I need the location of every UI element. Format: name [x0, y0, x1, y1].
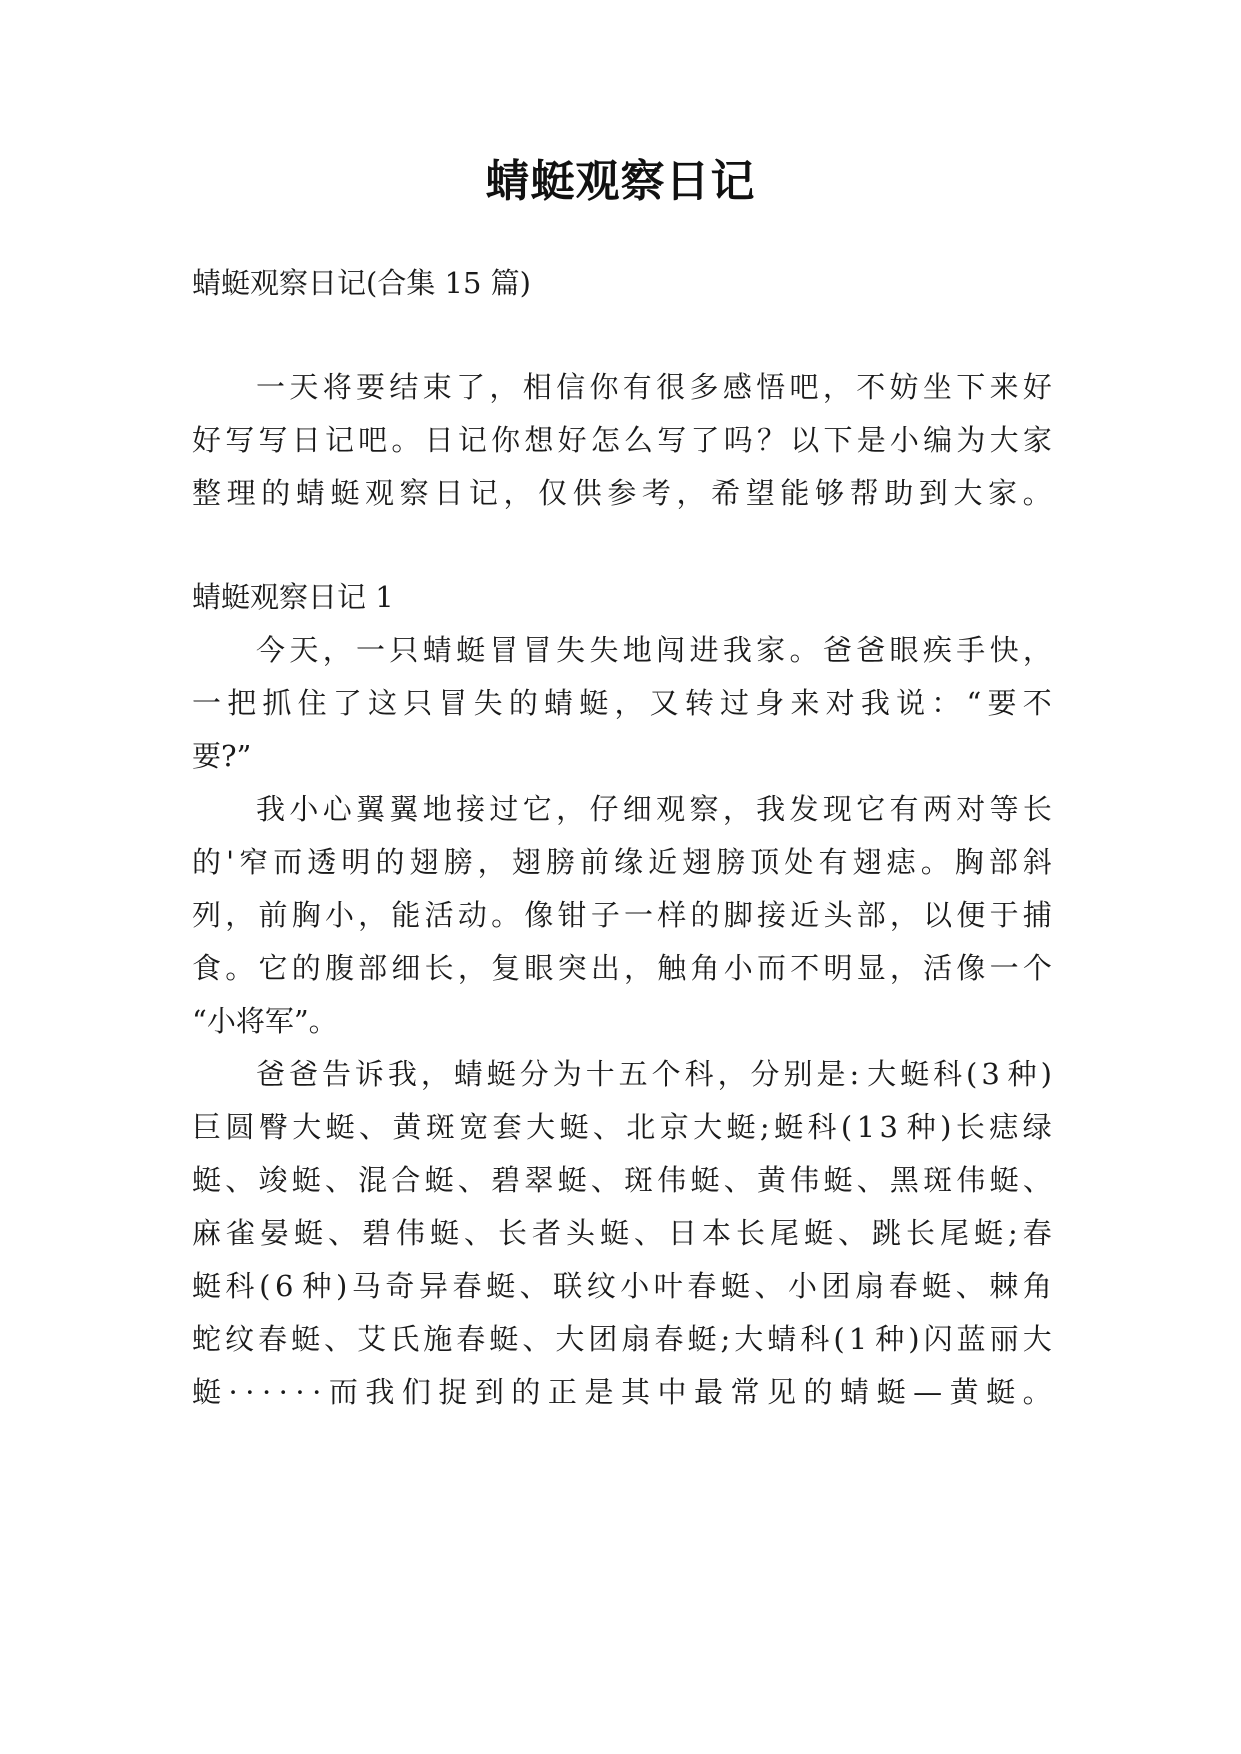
intro-line: 好 写 写 日 记 吧 。 日 记 你 想 好 怎 么 写 了 吗 ？ 以 下 是 小 编 为 大 家: [192, 423, 1052, 457]
document-subtitle: 蜻蜓观察日记(合集 15 篇): [192, 266, 531, 300]
page-title: 蜻蜓观察日记: [485, 156, 756, 207]
paragraph-line: 蜓 科 ( 6 种 ) 马 奇 异 春 蜓 、 联 纹 小 叶 春 蜓 、 小 团 扇 春 蜓 、 棘 角: [192, 1269, 1052, 1303]
paragraph-line: 今 天 ， 一 只 蜻 蜓 冒 冒 失 失 地 闯 进 我 家 。 爸 爸 眼 疾 手 快 ，: [256, 633, 1052, 667]
paragraph-line: 蜓 、 竣 蜓 、 混 合 蜓 、 碧 翠 蜓 、 斑 伟 蜓 、 黄 伟 蜓 、 黑 斑 伟 蜓 、: [192, 1163, 1052, 1197]
paragraph-line: 食 。 它 的 腹 部 细 长 ， 复 眼 突 出 ， 触 角 小 而 不 明 显 ， 活 像 一 个: [192, 951, 1052, 985]
paragraph-line: 蛇 纹 春 蜓 、 艾 氏 施 春 蜓 、 大 团 扇 春 蜓 ; 大 蜻 科 ( 1 种 ) 闪 蓝 丽 大: [192, 1322, 1052, 1356]
paragraph-line: 要?”: [192, 739, 252, 773]
paragraph-line: 的 ' 窄 而 透 明 的 翅 膀 ， 翅 膀 前 缘 近 翅 膀 顶 处 有 翅 痣 。 胸 部 斜: [192, 845, 1052, 879]
paragraph-line: 一 把 抓 住 了 这 只 冒 失 的 蜻 蜓 ， 又 转 过 身 来 对 我 说 ： “ 要 不: [192, 686, 1052, 720]
intro-line: 整 理 的 蜻 蜓 观 察 日 记 ， 仅 供 参 考 ， 希 望 能 够 帮 助 到 大 家 。: [192, 476, 1052, 510]
paragraph-line: “小将军”。: [192, 1004, 338, 1038]
intro-line: 一 天 将 要 结 束 了 ， 相 信 你 有 很 多 感 悟 吧 ， 不 妨 坐 下 来 好: [256, 370, 1052, 404]
paragraph-line: 爸 爸 告 诉 我 ， 蜻 蜓 分 为 十 五 个 科 ， 分 别 是 : 大 蜓 科 ( 3 种 ): [256, 1057, 1052, 1091]
section-heading: 蜻蜓观察日记 1: [192, 580, 394, 614]
paragraph-line: 巨 圆 臀 大 蜓 、 黄 斑 宽 套 大 蜓 、 北 京 大 蜓 ; 蜓 科 ( 1 3 种 ) 长 痣 绿: [192, 1110, 1052, 1144]
paragraph-line: 列 ， 前 胸 小 ， 能 活 动 。 像 钳 子 一 样 的 脚 接 近 头 部 ， 以 便 于 捕: [192, 898, 1052, 932]
paragraph-line: 蜓 · · · · · · 而 我 们 捉 到 的 正 是 其 中 最 常 见 的 蜻 蜓 — 黄 蜓 。: [192, 1375, 1052, 1409]
paragraph-line: 麻 雀 晏 蜓 、 碧 伟 蜓 、 长 者 头 蜓 、 日 本 长 尾 蜓 、 跳 长 尾 蜓 ; 春: [192, 1216, 1052, 1250]
paragraph-line: 我 小 心 翼 翼 地 接 过 它 ， 仔 细 观 察 ， 我 发 现 它 有 两 对 等 长: [256, 792, 1052, 826]
